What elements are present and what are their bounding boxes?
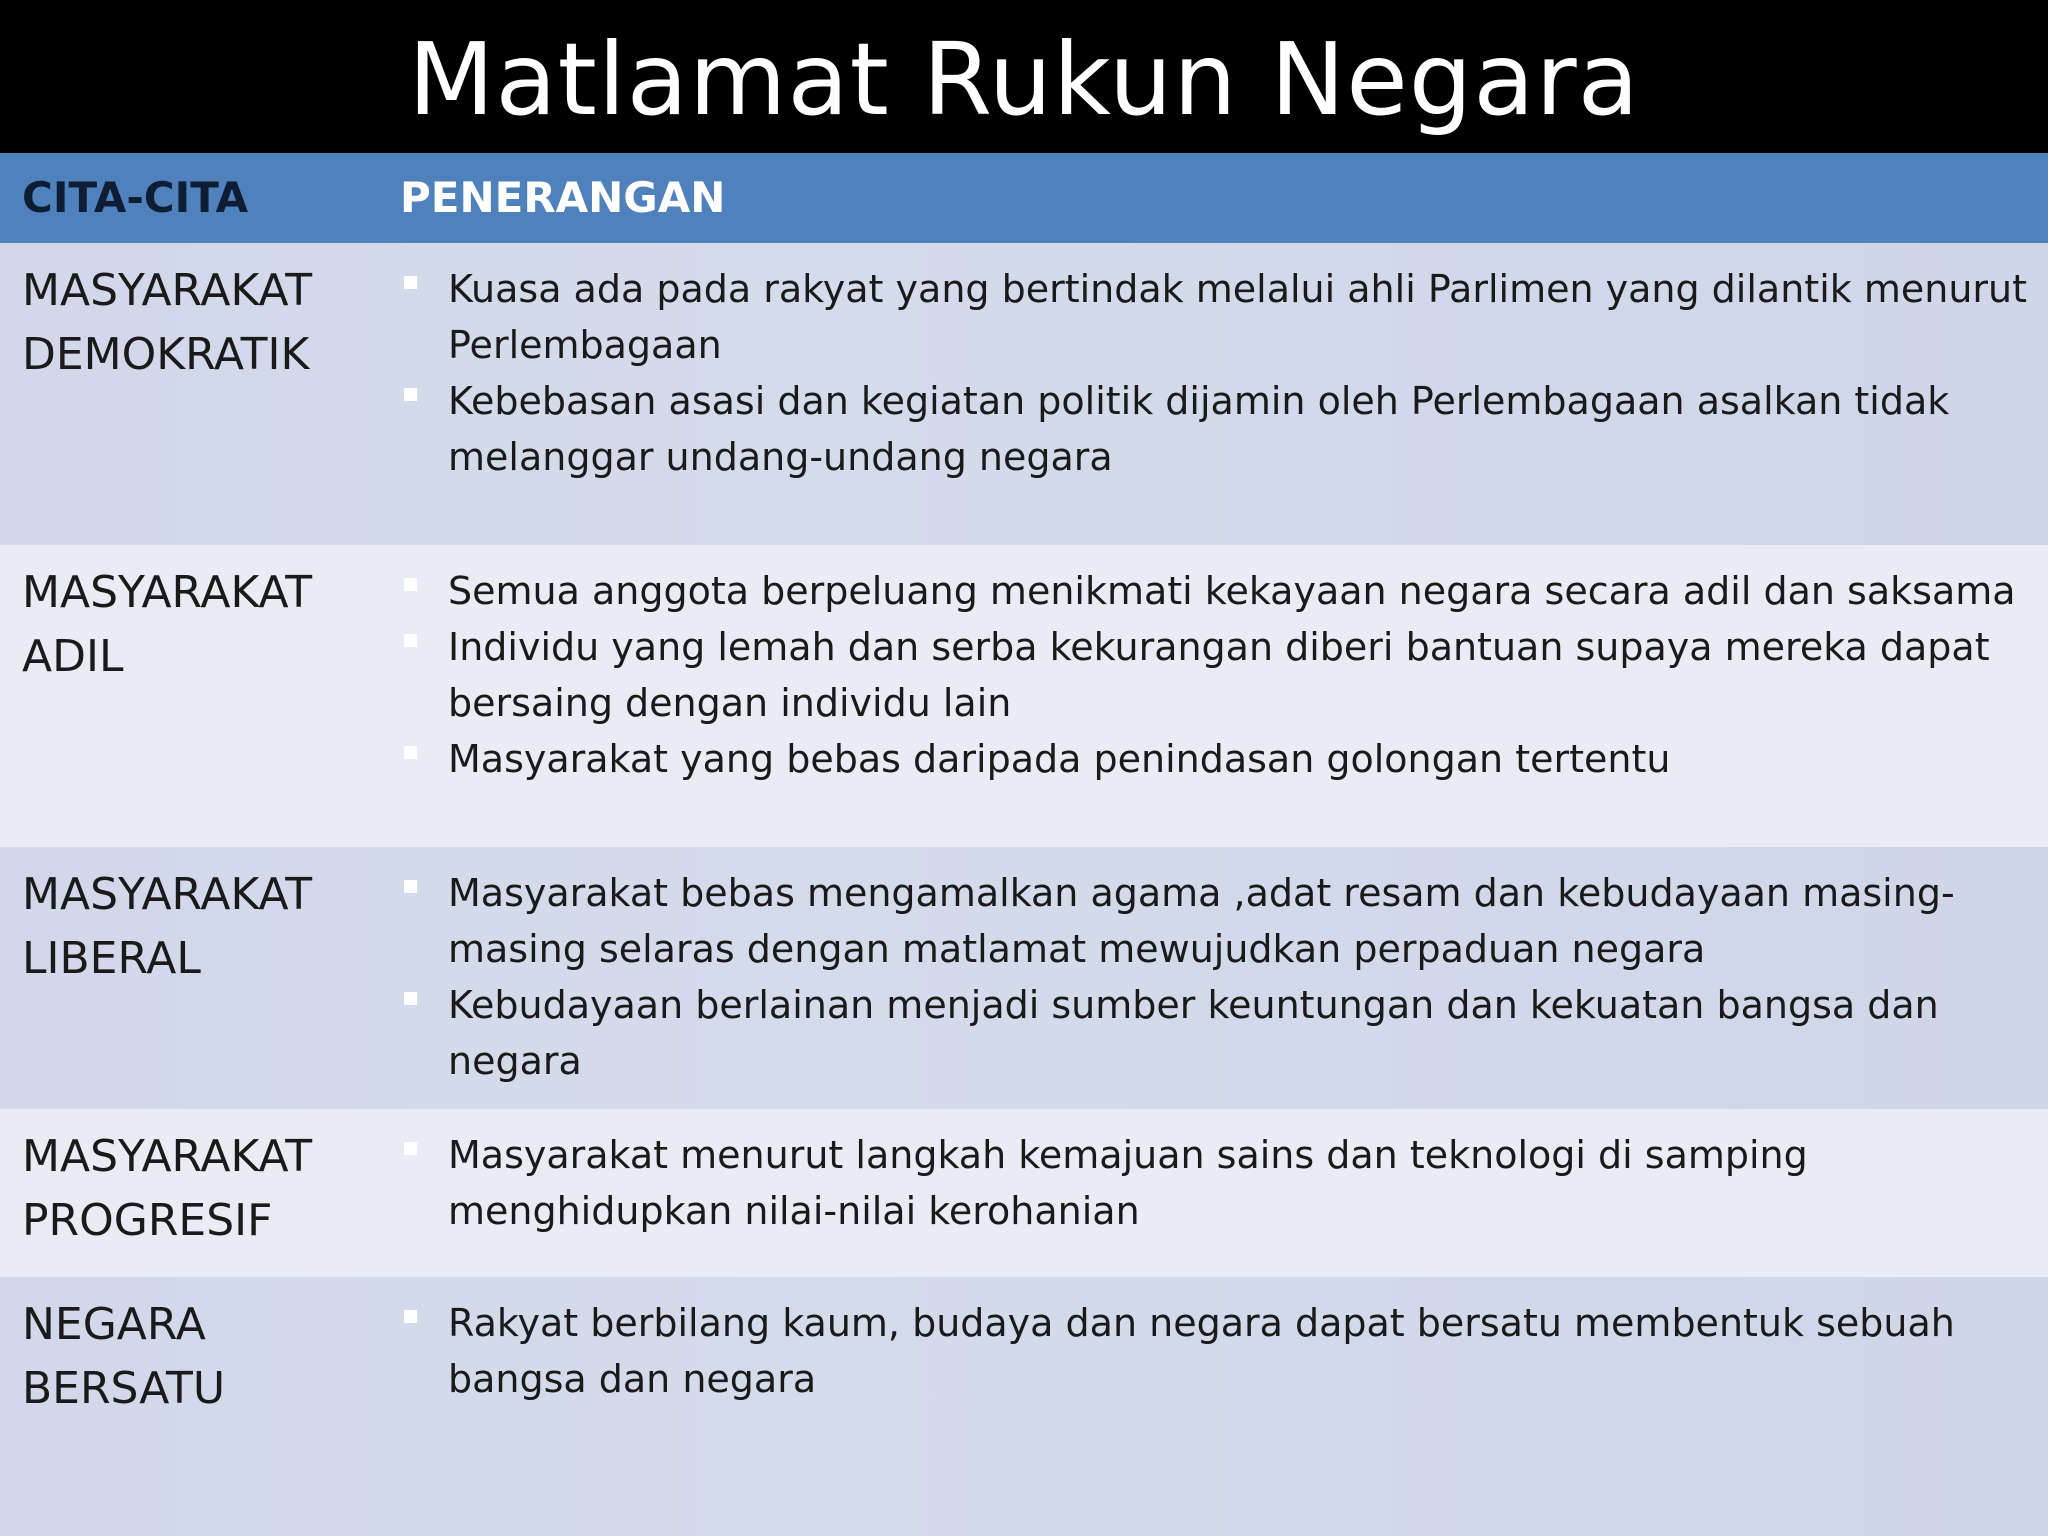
table-row [0,847,2048,1109]
point-text: Masyarakat bebas mengamalkan agama ,adat resam dan kebudayaan masing-masing selaras dengan matlamat mewujudkan perpaduan negara [448,871,1955,971]
square-bullet-icon [404,634,417,647]
row-term [22,863,382,991]
square-bullet-icon [404,1142,417,1155]
row-term [22,259,382,387]
term-line: ADIL [22,631,124,682]
term-line: MASYARAKAT [22,1131,313,1182]
square-bullet-icon [404,276,417,289]
table-header-row [0,153,2048,243]
point-text: Kebebasan asasi dan kegiatan politik dijamin oleh Perlembagaan asalkan tidak melanggar undang-undang negara [448,379,1950,479]
row-term [22,1125,382,1253]
term-line: DEMOKRATIK [22,329,310,380]
table-row [0,1109,2048,1277]
list-item [400,563,2030,619]
point-text: Kuasa ada pada rakyat yang bertindak melalui ahli Parlimen yang dilantik menurut Perlembagaan [448,267,2028,367]
row-term [22,1293,382,1421]
list-item [400,1127,2030,1239]
goals-table [0,153,2048,1536]
row-description-list [400,563,2030,787]
row-description-list [400,865,2030,1089]
header-penerangan: PENERANGAN [400,173,726,222]
list-item [400,731,2030,787]
term-line: NEGARA [22,1299,206,1350]
term-line: LIBERAL [22,933,201,984]
list-item [400,261,2030,373]
square-bullet-icon [404,388,417,401]
list-item [400,619,2030,731]
list-item [400,977,2030,1089]
table-row [0,545,2048,847]
list-item [400,865,2030,977]
header-cita-cita: CITA-CITA [22,173,249,222]
square-bullet-icon [404,1310,417,1323]
row-description-list [400,261,2030,485]
row-description-list [400,1295,2030,1407]
point-text: Kebudayaan berlainan menjadi sumber keuntungan dan kekuatan bangsa dan negara [448,983,1939,1083]
term-line: MASYARAKAT [22,265,313,316]
square-bullet-icon [404,746,417,759]
term-line: BERSATU [22,1363,226,1414]
term-line: MASYARAKAT [22,869,313,920]
list-item [400,373,2030,485]
slide-title: Matlamat Rukun Negara [0,0,2048,153]
term-line: MASYARAKAT [22,567,313,618]
table-row [0,243,2048,545]
square-bullet-icon [404,880,417,893]
term-line: PROGRESIF [22,1195,273,1246]
row-description-list [400,1127,2030,1239]
point-text: Semua anggota berpeluang menikmati kekayaan negara secara adil dan saksama [448,569,2016,613]
square-bullet-icon [404,578,417,591]
table-row [0,1277,2048,1536]
row-term [22,561,382,689]
point-text: Rakyat berbilang kaum, budaya dan negara dapat bersatu membentuk sebuah bangsa dan negara [448,1301,1955,1401]
list-item [400,1295,2030,1407]
point-text: Individu yang lemah dan serba kekurangan diberi bantuan supaya mereka dapat bersaing dengan individu lain [448,625,1990,725]
point-text: Masyarakat menurut langkah kemajuan sains dan teknologi di samping menghidupkan nilai-nilai kerohanian [448,1133,1808,1233]
point-text: Masyarakat yang bebas daripada penindasan golongan tertentu [448,737,1671,781]
square-bullet-icon [404,992,417,1005]
